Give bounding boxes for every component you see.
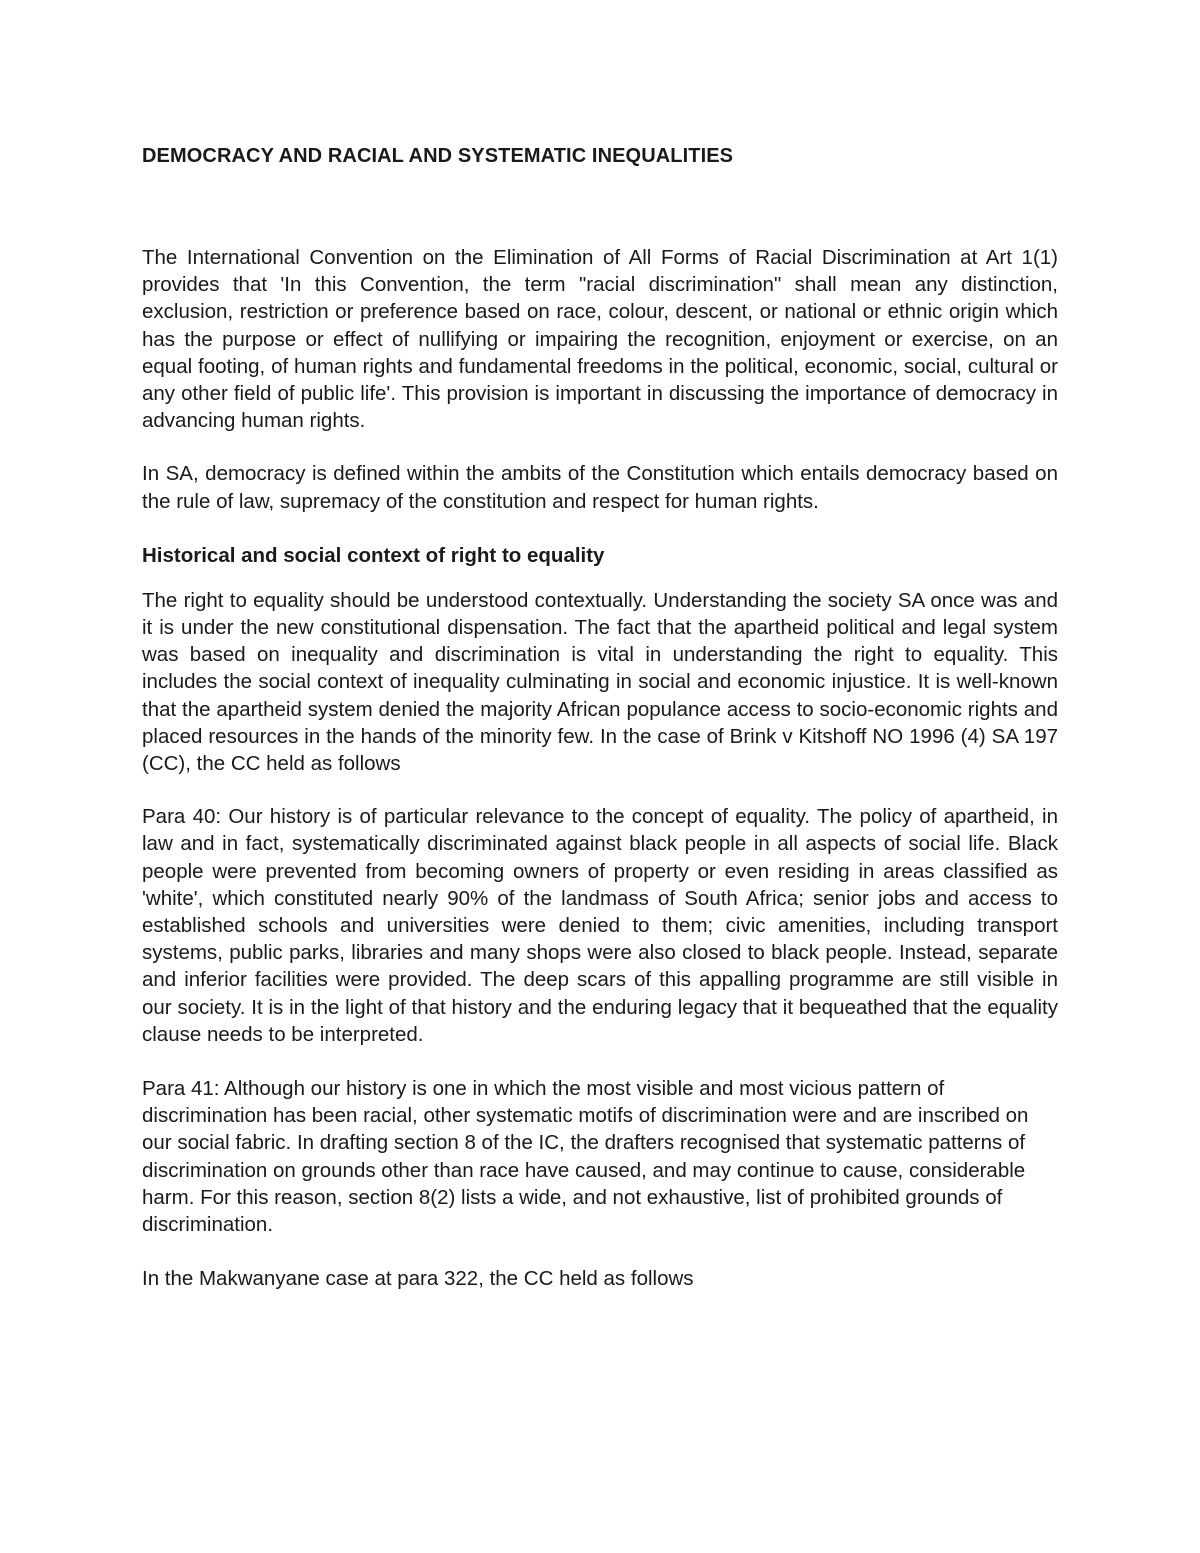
paragraph-convention-definition: The International Convention on the Elimination of All Forms of Racial Discrimination at Art 1(1) provides that 'In this Convention, the term "racial discrimination" shall mean any distinction, exclusion, restriction or preference based on race, colour, descent, or national or ethnic origin which has the purpose or effect of nullifying or impairing the recognition, enjoyment or exercise, on an equal footing, of human rights and fundamental freedoms in the political, economic, social, cultural or any other field of public life'. This provision is important in discussing the importance of democracy in advancing human rights. — [142, 246, 1058, 433]
document-title: DEMOCRACY AND RACIAL AND SYSTEMATIC INEQUALITIES — [142, 145, 734, 167]
paragraph-right-to-equality: The right to equality should be understood contextually. Understanding the society SA once was and it is under the new constitutional dispensation. The fact that the apartheid political and legal system was based on inequality and discrimination is vital in understanding the right to equality. This includes the social context of inequality culminating in social and economic injustice. It is well-known that the apartheid system denied the majority African populance access to socio-economic rights and placed resources in the hands of the minority few. In the case of Brink v Kitshoff NO 1996 (4) SA 197 (CC), the CC held as follows — [142, 588, 1058, 776]
document-page — [142, 140, 1058, 1293]
paragraph-para-40-quote: Para 40: Our history is of particular relevance to the concept of equality. The policy of apartheid, in law and in fact, systematically discriminated against black people in all aspects of social life. Black people were prevented from becoming owners of property or even residing in areas classified as 'white', which constituted nearly 90% of the landmass of South Africa; senior jobs and access to established schools and universities were denied to them; civic amenities, including transport systems, public parks, libraries and many shops were also closed to black people. Instead, separate and inferior facilities were provided. The deep scars of this appalling programme are still visible in our society. It is in the light of that history and the enduring legacy that it bequeathed that the equality clause needs to be interpreted. — [142, 805, 1058, 1046]
paragraph-sa-democracy: In SA, democracy is defined within the ambits of the Constitution which entails democracy based on the rule of law, supremacy of the constitution and respect for human rights. — [142, 462, 1058, 513]
paragraph-para-41-quote: Para 41: Although our history is one in which the most visible and most vicious pattern of discrimination has been racial, other systematic motifs of discrimination were and are inscribed on our social fabric. In drafting section 8 of the IC, the drafters recognised that systematic patterns of discrimination on grounds other than race have caused, and may continue to cause, considerable harm. For this reason, section 8(2) lists a wide, and not exhaustive, list of prohibited grounds of discrimination. — [142, 1077, 1029, 1237]
paragraph-makwanyane-case: In the Makwanyane case at para 322, the CC held as follows — [142, 1267, 694, 1291]
section-heading-historical-context: Historical and social context of right to equality — [142, 543, 605, 567]
